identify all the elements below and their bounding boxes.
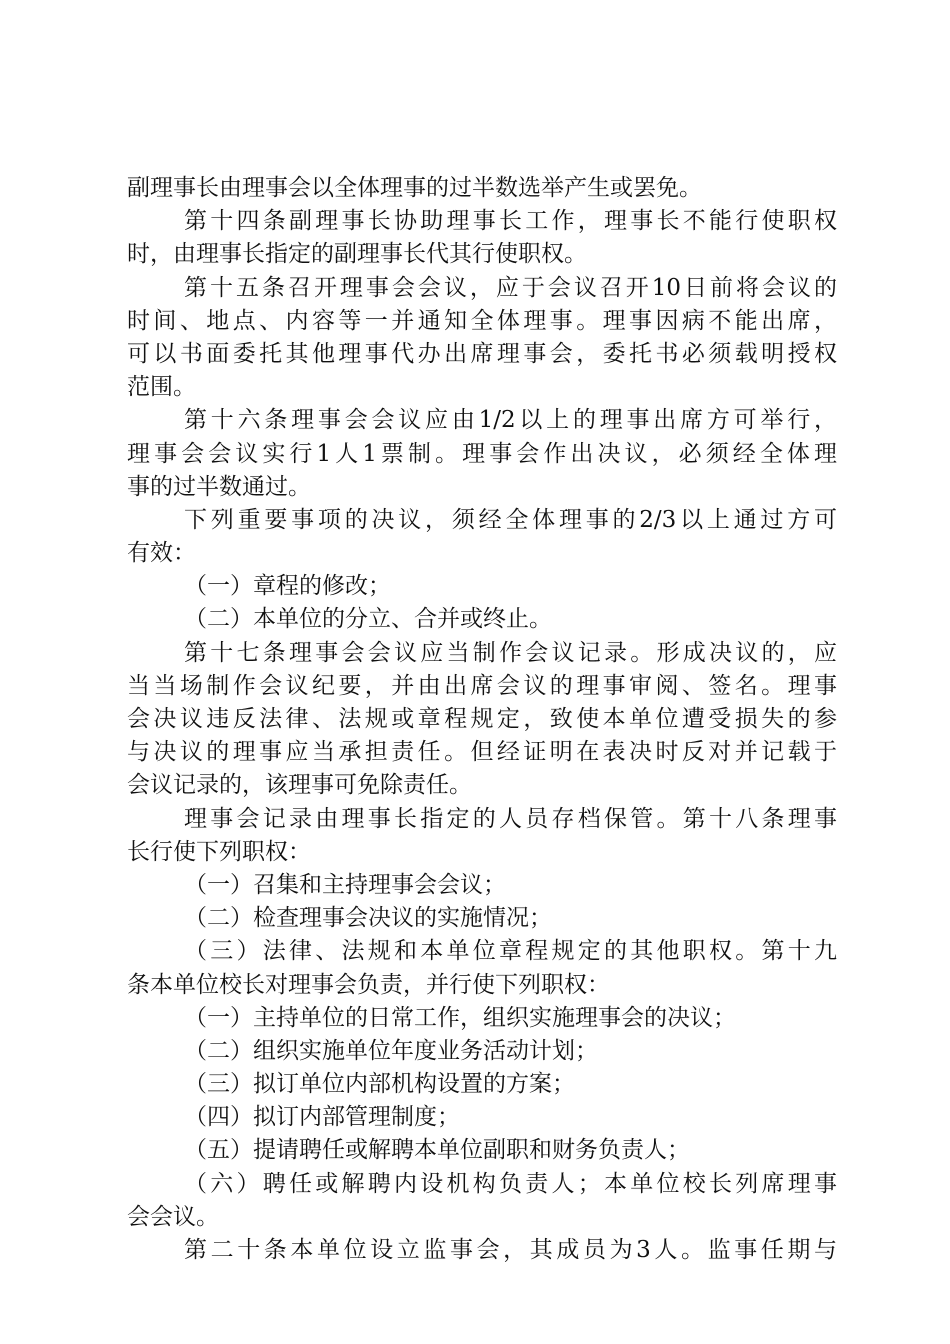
text-line: 条本单位校长对理事会负责，并行使下列职权： [127,971,610,998]
list-item: （一）召集和主持理事会会议； [184,871,506,898]
list-item: （六）聘任或解聘内设机构负责人；本单位校长列席理事 [184,1170,837,1197]
list-item: （三）拟订单位内部机构设置的方案； [184,1071,575,1098]
text-line: 时间、地点、内容等一并通知全体理事。理事因病不能出席， [127,307,837,334]
text-line: 时，由理事长指定的副理事长代其行使职权。 [127,241,587,268]
list-item: （四）拟订内部管理制度； [184,1104,460,1131]
list-item: （一）章程的修改； [184,573,391,600]
text-line: 会决议违反法律、法规或章程规定，致使本单位遭受损失的参 [127,706,837,732]
text-line: 第十四条副理事长协助理事长工作，理事长不能行使职权 [184,208,837,235]
list-item: （五）提请聘任或解聘本单位副职和财务负责人； [184,1137,690,1164]
text-line: 长行使下列职权： [127,838,311,865]
text-line: 第二十条本单位设立监事会，其成员为3人。监事任期与 [184,1237,837,1263]
text-line: 有效： [127,540,196,567]
text-line: 当当场制作会议纪要，并由出席会议的理事审阅、签名。理事 [127,672,837,699]
document-body [127,172,837,1267]
text-line: 第十五条召开理事会会议，应于会议召开10日前将会议的 [184,274,837,301]
text-line: 事的过半数通过。 [127,473,311,500]
text-line: 与决议的理事应当承担责任。但经证明在表决时反对并记载于 [127,739,837,766]
text-line: 下列重要事项的决议，须经全体理事的2/3以上通过方可 [184,506,837,533]
list-item: （二）组织实施单位年度业务活动计划； [184,1037,598,1064]
text-line: 第十七条理事会会议应当制作会议记录。形成决议的，应 [184,639,837,666]
text-line: 第十六条理事会会议应由1/2以上的理事出席方可举行， [184,407,837,434]
text-line: 理事会记录由理事长指定的人员存档保管。第十八条理事 [184,805,837,832]
text-line: 副理事长由理事会以全体理事的过半数选举产生或罢免。 [127,175,702,201]
text-line: 会会议。 [127,1203,219,1230]
text-line: 会议记录的，该理事可免除责任。 [127,772,472,799]
list-item: （三）法律、法规和本单位章程规定的其他职权。第十九 [184,938,837,965]
list-item: （二）检查理事会决议的实施情况； [184,905,552,932]
text-line: 可以书面委托其他理事代办出席理事会，委托书必须载明授权 [127,340,837,367]
text-line: 理事会会议实行1人1票制。理事会作出决议，必须经全体理 [127,440,837,467]
list-item: （二）本单位的分立、合并或终止。 [184,606,552,633]
list-item: （一）主持单位的日常工作，组织实施理事会的决议； [184,1004,736,1031]
text-line: 范围。 [127,374,196,401]
